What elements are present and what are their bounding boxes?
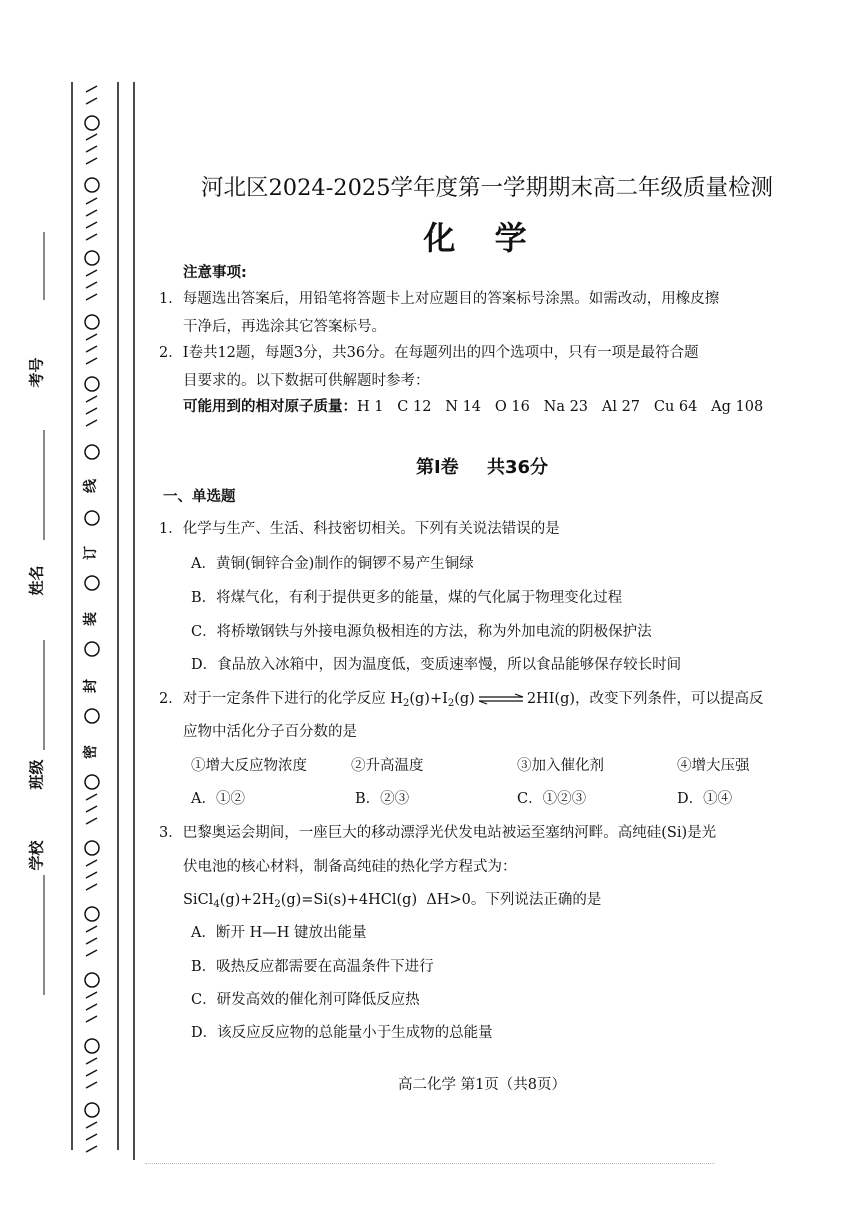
q2-option-d: D．①④	[677, 791, 733, 807]
seal-word-secret: 密	[83, 745, 99, 759]
q2-option-a: A．①②	[191, 791, 245, 807]
q2-h-subscript: 2	[402, 698, 410, 709]
note-2-line-1: 2．Ⅰ卷共12题，每题3分，共36分。在每题列出的四个选项中，只有一项是最符合题	[159, 345, 699, 361]
note-1-line-2: 干净后，再选涂其它答案标号。	[183, 319, 386, 335]
equilibrium-arrow-icon	[475, 693, 527, 705]
section-title: 第Ⅰ卷 共36分	[415, 457, 548, 478]
q2-i-subscript: 2	[447, 698, 455, 709]
note-2-line-2: 目要求的。以下数据可供解题时参考：	[183, 373, 430, 389]
exam-number-label: 考号	[27, 357, 46, 388]
atomic-mass-row	[183, 400, 763, 415]
q2-stem-pre: 2．对于一定条件下进行的化学反应 H	[159, 691, 403, 707]
q3-option-b: B．吸热反应都需要在高温条件下进行	[191, 959, 434, 975]
page-footer: 高二化学 第1页（共8页）	[397, 1077, 567, 1093]
atomic-mass-values: H 1 C 12 N 14 O 16 Na 23 Al 27 Cu 64 Ag 108	[357, 399, 764, 415]
binding-margin	[0, 0, 150, 1216]
seal-word-install: 装	[83, 612, 99, 626]
q1-option-a: A．黄铜(铜锌合金)制作的铜锣不易产生铜绿	[191, 556, 474, 572]
q3-eq-subscript-2: 2	[274, 899, 281, 910]
school-label: 学校	[27, 840, 46, 871]
q3-eq-part-3: (g)=Si(s)+4HCl(g) ΔH>0。下列说法正确的是	[280, 892, 602, 908]
q2-condition-4: ④增大压强	[677, 758, 750, 774]
part-title: 一、单选题	[163, 489, 236, 505]
seal-word-bind: 订	[83, 546, 99, 560]
q3-stem-line-2: 伏电池的核心材料，制备高纯硅的热化学方程式为：	[183, 859, 517, 875]
atomic-mass-label: 可能用到的相对原子质量：	[183, 399, 357, 415]
q2-option-c: C．①②③	[517, 791, 587, 807]
binding-lines	[0, 0, 150, 1216]
notes-heading: 注意事项:	[183, 265, 247, 281]
q3-option-a: A．断开 H—H 键放出能量	[191, 925, 367, 941]
q2-option-b: B．②③	[355, 791, 410, 807]
subject-title: 化 学	[423, 219, 541, 257]
exam-title: 河北区2024-2025学年度第一学期期末高二年级质量检测	[200, 175, 774, 201]
q2-stem-line-1	[159, 692, 764, 707]
name-label: 姓名	[27, 565, 46, 596]
q2-stem-line-2: 应物中活化分子百分数的是	[183, 724, 357, 740]
q2-condition-1: ①增大反应物浓度	[191, 758, 307, 774]
q3-option-d: D．该反应反应物的总能量小于生成物的总能量	[191, 1025, 493, 1041]
q2-stem-post: 2HI(g)，改变下列条件，可以提高反	[526, 691, 764, 707]
q1-option-c: C．将桥墩钢铁与外接电源负极相连的方法，称为外加电流的阴极保护法	[191, 624, 652, 640]
q1-stem: 1．化学与生产、生活、科技密切相关。下列有关说法错误的是	[159, 521, 560, 537]
q2-condition-3: ③加入催化剂	[517, 758, 604, 774]
q2-condition-2: ②升高温度	[351, 758, 424, 774]
q3-equation	[183, 893, 601, 908]
q3-option-c: C．研发高效的催化剂可降低反应热	[191, 992, 420, 1008]
note-1-line-1: 1．每题选出答案后，用铅笔将答题卡上对应题目的答案标号涂黑。如需改动，用橡皮擦	[159, 291, 720, 307]
q2-stem-mid1: (g)+I	[409, 691, 448, 707]
q1-option-d: D．食品放入冰箱中，因为温度低，变质速率慢，所以食品能够保存较长时间	[191, 657, 682, 673]
q3-stem-line-1: 3．巴黎奥运会期间，一座巨大的移动漂浮光伏发电站被运至塞纳河畔。高纯硅(Si)是光	[159, 825, 717, 841]
q3-eq-subscript-1: 4	[213, 899, 220, 910]
q3-eq-part-1: SiCl	[183, 892, 214, 908]
q1-option-b: B．将煤气化，有利于提供更多的能量，煤的气化属于物理变化过程	[191, 590, 623, 606]
q3-eq-part-2: (g)+2H	[219, 892, 275, 908]
class-label: 班级	[27, 759, 46, 790]
scan-artifact-line	[145, 1163, 715, 1164]
seal-word-line: 线	[83, 479, 99, 493]
seal-word-seal: 封	[83, 679, 99, 693]
q2-stem-mid2: (g)	[454, 691, 475, 707]
